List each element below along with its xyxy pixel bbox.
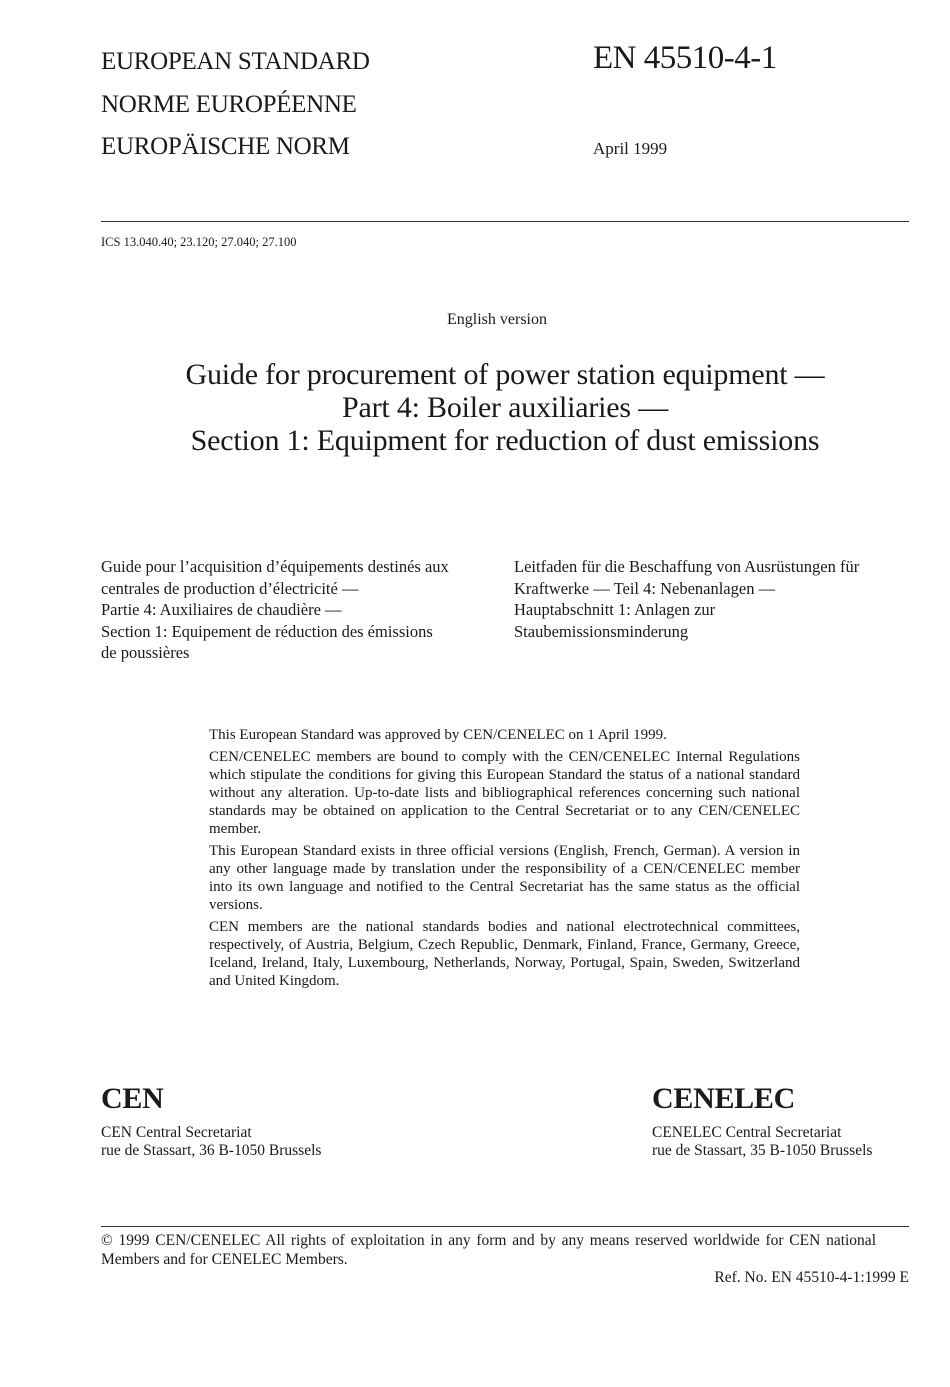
standard-number: EN 45510-4-1	[593, 40, 777, 76]
french-title-line: Section 1: Equipement de réduction des émissions	[101, 621, 433, 641]
ics-codes: ICS 13.040.40; 23.120; 27.040; 27.100	[101, 235, 297, 249]
document-title	[101, 358, 909, 457]
cenelec-address: rue de Stassart, 35 B-1050 Brussels	[652, 1142, 873, 1159]
cen-logo-text: CEN	[101, 1082, 164, 1115]
reference-number: Ref. No. EN 45510-4-1:1999 E	[714, 1269, 909, 1286]
cenelec-secretariat: CENELEC Central Secretariat	[652, 1124, 842, 1141]
approval-paragraph: This European Standard was approved by CEN/CENELEC on 1 April 1999.	[209, 727, 667, 743]
header-divider	[101, 221, 909, 222]
german-title-line: Kraftwerke — Teil 4: Nebenanlagen —	[514, 578, 776, 598]
title-line: Section 1: Equipment for reduction of dust emissions	[190, 424, 820, 457]
french-title-line: Guide pour l’acquisition d’équipements destinés aux	[101, 557, 449, 576]
french-title	[101, 556, 449, 664]
copyright-notice: © 1999 CEN/CENELEC All rights of exploitation in any form and by any means reserved worldwide for CEN national Members and for CENELEC Members.	[101, 1232, 876, 1268]
designation-french: NORME EUROPÉENNE	[101, 91, 357, 118]
footer-divider	[101, 1226, 909, 1227]
version-label: English version	[447, 311, 547, 328]
approval-paragraph: CEN members are the national standards bodies and national electrotechnical committees, respectively, of Austria, Belgium, Czech Republic, Denmark, Finland, France, Germany, Greece, Iceland, Ireland, Italy, Luxembourg, Netherlands, Norway, Portugal, Spain, Sweden, Switzerland and United Kingdom.	[209, 919, 800, 989]
title-line: Guide for procurement of power station equipment —	[185, 358, 825, 391]
german-title	[514, 556, 859, 642]
approval-paragraph: This European Standard exists in three official versions (English, French, German). A version in any other language made by translation under the responsibility of a CEN/CENELEC member into its own language and notified to the Central Secretariat has the same status as the official versions.	[209, 843, 800, 913]
french-title-line: Partie 4: Auxiliaires de chaudière —	[101, 600, 342, 619]
cenelec-logo-text: CENELEC	[652, 1082, 795, 1115]
publication-date: April 1999	[593, 139, 668, 158]
french-title-line: centrales de production d’électricité —	[101, 578, 359, 598]
designation-german: EUROPÄISCHE NORM	[101, 133, 350, 160]
title-line: Part 4: Boiler auxiliaries —	[342, 391, 668, 424]
cen-secretariat: CEN Central Secretariat	[101, 1124, 252, 1141]
german-title-line: Leitfaden für die Beschaffung von Ausrüstungen für	[514, 557, 860, 576]
approval-statement	[209, 726, 800, 994]
approval-paragraph: CEN/CENELEC members are bound to comply with the CEN/CENELEC Internal Regulations which stipulate the conditions for giving this European Standard the status of a national standard without any alteration. Up-to-date lists and bibliographical references concerning such national standards may be obtained on application to the Central Secretariat or to any CEN/CENELEC member.	[209, 749, 800, 837]
cen-address: rue de Stassart, 36 B-1050 Brussels	[101, 1142, 322, 1159]
german-title-line: Hauptabschnitt 1: Anlagen zur	[514, 600, 716, 619]
german-title-line: Staubemissionsminderung	[514, 621, 689, 641]
french-title-line: de poussières	[101, 643, 190, 662]
designation-english: EUROPEAN STANDARD	[101, 48, 370, 75]
